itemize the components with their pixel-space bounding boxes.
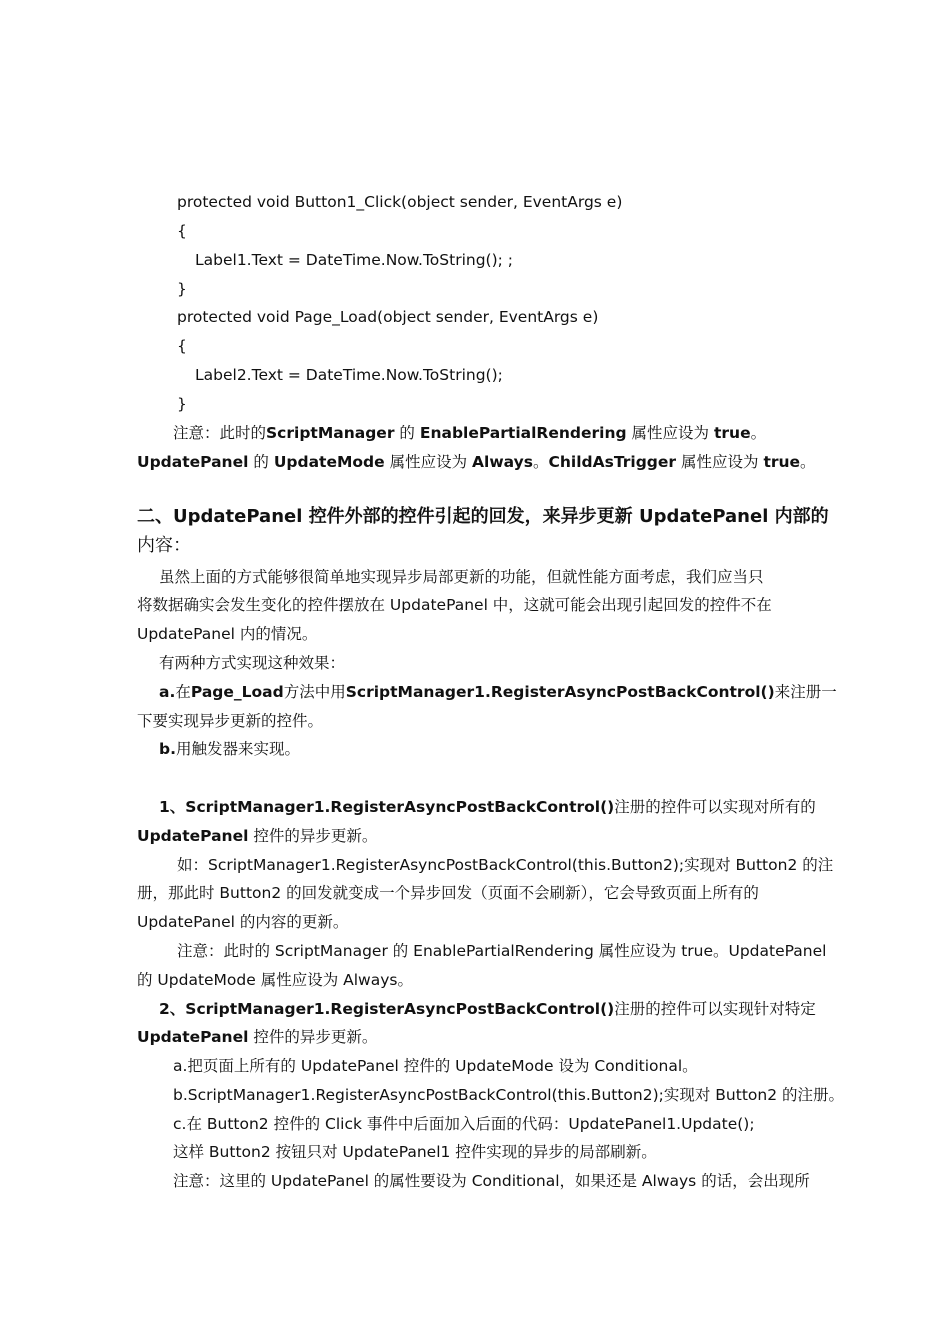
subsection-number: 1、: [159, 798, 186, 816]
note-line: 的 UpdateMode 属性应设为 Always。: [137, 971, 413, 989]
paragraph-line: 虽然上面的方式能够很简单地实现异步局部更新的功能，但就性能方面考虑，我们应当只: [159, 568, 764, 586]
heading-term: UpdatePanel: [173, 506, 303, 527]
subsection-term: ScriptManager1.RegisterAsyncPostBackControl(): [185, 1000, 615, 1018]
step-line: c.在 Button2 控件的 Click 事件中后面加入后面的代码：UpdatePanel1.Update();: [173, 1115, 755, 1133]
option-marker: a.: [159, 683, 176, 701]
note-text: 属性应设为: [680, 453, 759, 471]
note-term: Always: [472, 453, 533, 471]
heading-term: UpdatePanel: [638, 506, 769, 527]
option-text: 在: [175, 683, 191, 701]
note-line: 注意：此时的 ScriptManager 的 EnablePartialRendering 属性应设为 true。UpdatePanel: [177, 942, 827, 960]
option-b: [159, 739, 300, 761]
code-line: }: [177, 395, 187, 413]
step-line: 这样 Button2 按钮只对 UpdatePanel1 控件实现的异步的局部刷新。: [173, 1143, 657, 1161]
example-line: UpdatePanel 的内容的更新。: [137, 913, 349, 931]
note-term: ChildAsTrigger: [548, 453, 677, 471]
subsection-number: 2、: [159, 1000, 186, 1018]
subsection-term: UpdatePanel: [137, 1028, 249, 1046]
note-text: 属性应设为: [631, 424, 710, 442]
heading-part: 内容：: [137, 535, 191, 556]
note-text: 注意：此时的: [173, 424, 267, 442]
code-line: protected void Page_Load(object sender, EventArgs e): [177, 308, 599, 326]
heading-part: 二、: [137, 506, 173, 527]
section-heading-cont: [137, 534, 191, 560]
subsection-term: UpdatePanel: [137, 827, 249, 845]
step-line: a.把页面上所有的 UpdatePanel 控件的 UpdateMode 设为 Conditional。: [173, 1057, 698, 1075]
subsection-2-title: [159, 999, 816, 1021]
option-a-cont: 下要实现异步更新的控件。: [137, 712, 324, 730]
note-text: 的: [399, 424, 415, 442]
note-term: true: [763, 453, 801, 471]
option-term: Page_Load: [190, 683, 284, 701]
note-term: UpdatePanel: [137, 453, 249, 471]
note-line: [137, 452, 816, 474]
subsection-text: 控件的异步更新。: [248, 1028, 378, 1046]
note-text: 属性应设为: [389, 453, 468, 471]
note-term: UpdateMode: [273, 453, 385, 471]
option-text: 来注册一: [774, 683, 837, 701]
option-marker: b.: [159, 740, 176, 758]
note-text: 。: [800, 453, 816, 471]
subsection-term: ScriptManager1.RegisterAsyncPostBackControl(): [185, 798, 615, 816]
option-a: [159, 682, 837, 704]
option-text: 用触发器来实现。: [175, 740, 300, 758]
note-term: EnablePartialRendering: [419, 424, 627, 442]
subsection-text: 控件的异步更新。: [248, 827, 378, 845]
section-heading: [137, 505, 829, 531]
code-line: {: [177, 337, 187, 355]
code-line: {: [177, 222, 187, 240]
subsection-2-title-cont: [137, 1027, 377, 1049]
note-line: 注意：这里的 UpdatePanel 的属性要设为 Conditional，如果还是 Always 的话，会出现所: [173, 1172, 810, 1190]
code-line: Label1.Text = DateTime.Now.ToString(); ;: [195, 251, 513, 269]
heading-part: 内部的: [774, 506, 829, 527]
option-text: 方法中用: [283, 683, 346, 701]
paragraph-line: 有两种方式实现这种效果：: [159, 654, 346, 672]
note-text: 的: [253, 453, 269, 471]
example-line: 如：ScriptManager1.RegisterAsyncPostBackControl(this.Button2);实现对 Button2 的注: [177, 856, 834, 874]
code-line: protected void Button1_Click(object sender, EventArgs e): [177, 193, 623, 211]
subsection-text: 注册的控件可以实现针对特定: [614, 1000, 816, 1018]
paragraph-line: 将数据确实会发生变化的控件摆放在 UpdatePanel 中，这就可能会出现引起回发的控件不在: [137, 596, 772, 614]
code-line: }: [177, 280, 187, 298]
note-term: ScriptManager: [266, 424, 395, 442]
code-line: Label2.Text = DateTime.Now.ToString();: [195, 366, 503, 384]
subsection-1-title-cont: [137, 826, 377, 848]
subsection-1-title: [159, 797, 816, 819]
example-line: 册，那此时 Button2 的回发就变成一个异步回发（页面不会刷新），它会导致页面上所有的: [137, 884, 759, 902]
step-line: b.ScriptManager1.RegisterAsyncPostBackControl(this.Button2);实现对 Button2 的注册。: [173, 1086, 844, 1104]
note-term: true: [713, 424, 751, 442]
note-line: [173, 423, 766, 445]
heading-part: 控件外部的控件引起的回发，来异步更新: [308, 506, 633, 527]
subsection-text: 注册的控件可以实现对所有的: [614, 798, 816, 816]
note-text: 。: [533, 453, 549, 471]
note-text: 。: [750, 424, 767, 442]
option-term: ScriptManager1.RegisterAsyncPostBackControl(): [345, 683, 775, 701]
paragraph-line: UpdatePanel 内的情况。: [137, 625, 318, 643]
